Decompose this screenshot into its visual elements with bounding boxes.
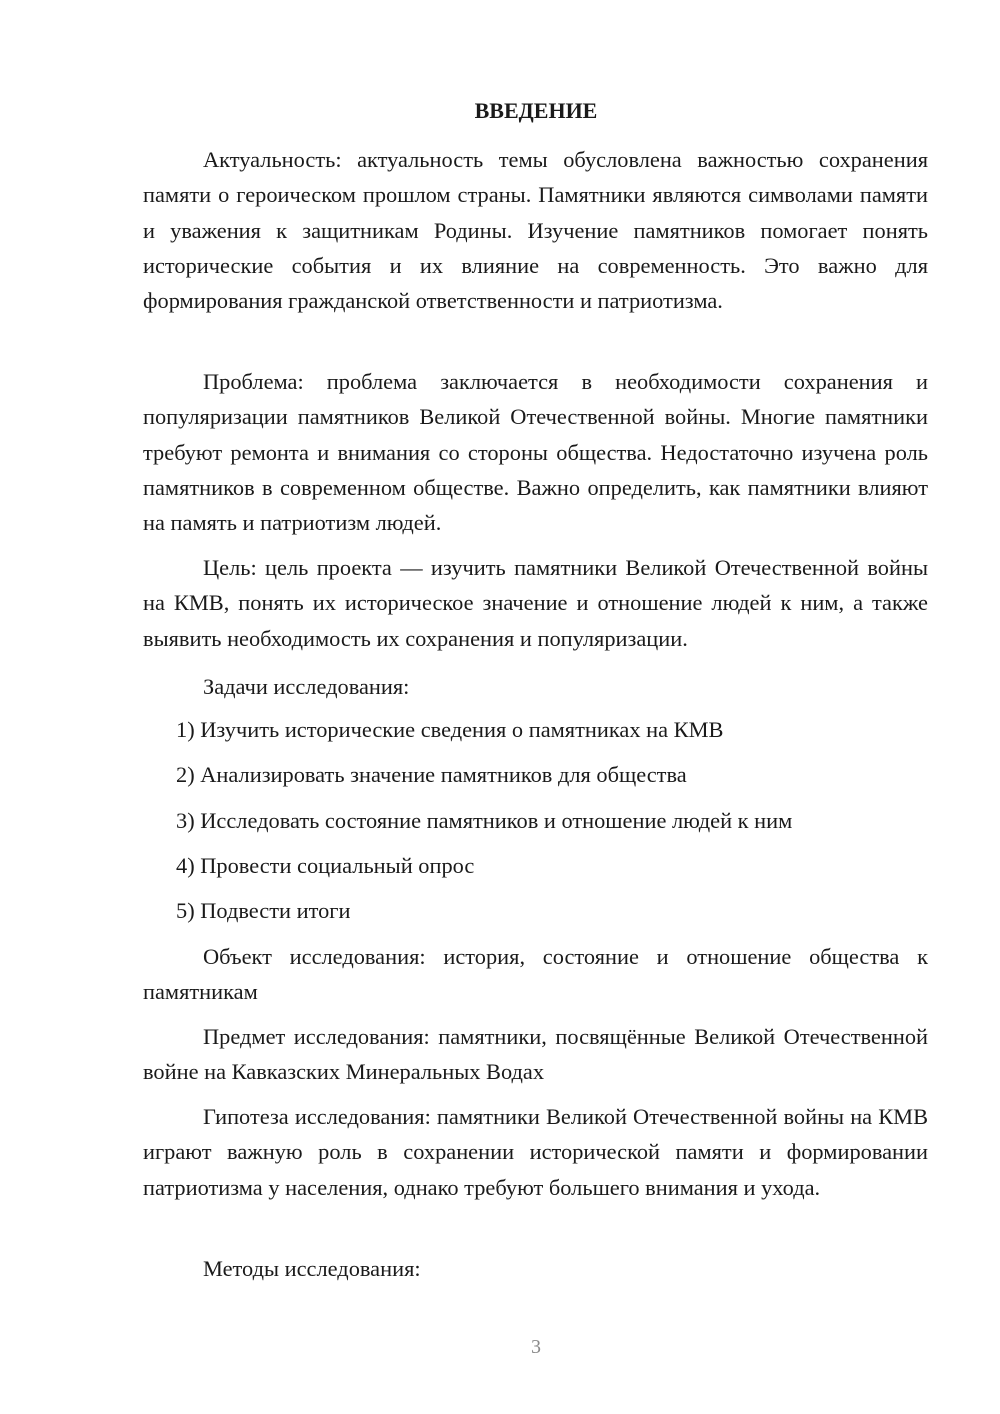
task-item-1: 1) Изучить исторические сведения о памятниках на КМВ bbox=[176, 717, 724, 742]
methods-title: Методы исследования: bbox=[203, 1256, 421, 1281]
problem-paragraph: Проблема: проблема заключается в необходимости сохранения и популяризации памятников Великой Отечественной войны. Многие памятники требуют ремонта и внимания со стороны общества. Недостаточно изучена роль памятников в современном обществе. Важно определить, как памятники влияют на память и патриотизм людей. bbox=[143, 369, 928, 536]
section-heading: ВВЕДЕНИЕ bbox=[474, 98, 598, 123]
hypothesis-paragraph: Гипотеза исследования: памятники Великой Отечественной войны на КМВ играют важную роль в сохранении исторической памяти и формировании патриотизма у населения, однако требуют большего внимания и ухода. bbox=[143, 1104, 928, 1200]
tasks-title: Задачи исследования: bbox=[203, 674, 410, 699]
task-item-4: 4) Провести социальный опрос bbox=[176, 853, 475, 878]
relevance-paragraph: Актуальность: актуальность темы обусловлена важностью сохранения памяти о героическом прошлом страны. Памятники являются символами памяти и уважения к защитникам Родины. Изучение памятников помогает понять исторические события и их влияние на современность. Это важно для формирования гражданской ответственности и патриотизма. bbox=[143, 147, 928, 314]
subject-paragraph: Предмет исследования: памятники, посвящённые Великой Отечественной войне на Кавказских Минеральных Водах bbox=[143, 1024, 928, 1085]
task-item-5: 5) Подвести итоги bbox=[176, 898, 351, 923]
task-item-3: 3) Исследовать состояние памятников и отношение людей к ним bbox=[176, 808, 793, 833]
task-item-2: 2) Анализировать значение памятников для общества bbox=[176, 762, 687, 787]
object-paragraph: Объект исследования: история, состояние и отношение общества к памятникам bbox=[143, 944, 928, 1005]
page-number: 3 bbox=[531, 1336, 541, 1358]
goal-paragraph: Цель: цель проекта — изучить памятники Великой Отечественной войны на КМВ, понять их историческое значение и отношение людей к ним, а также выявить необходимость их сохранения и популяризации. bbox=[143, 555, 928, 651]
